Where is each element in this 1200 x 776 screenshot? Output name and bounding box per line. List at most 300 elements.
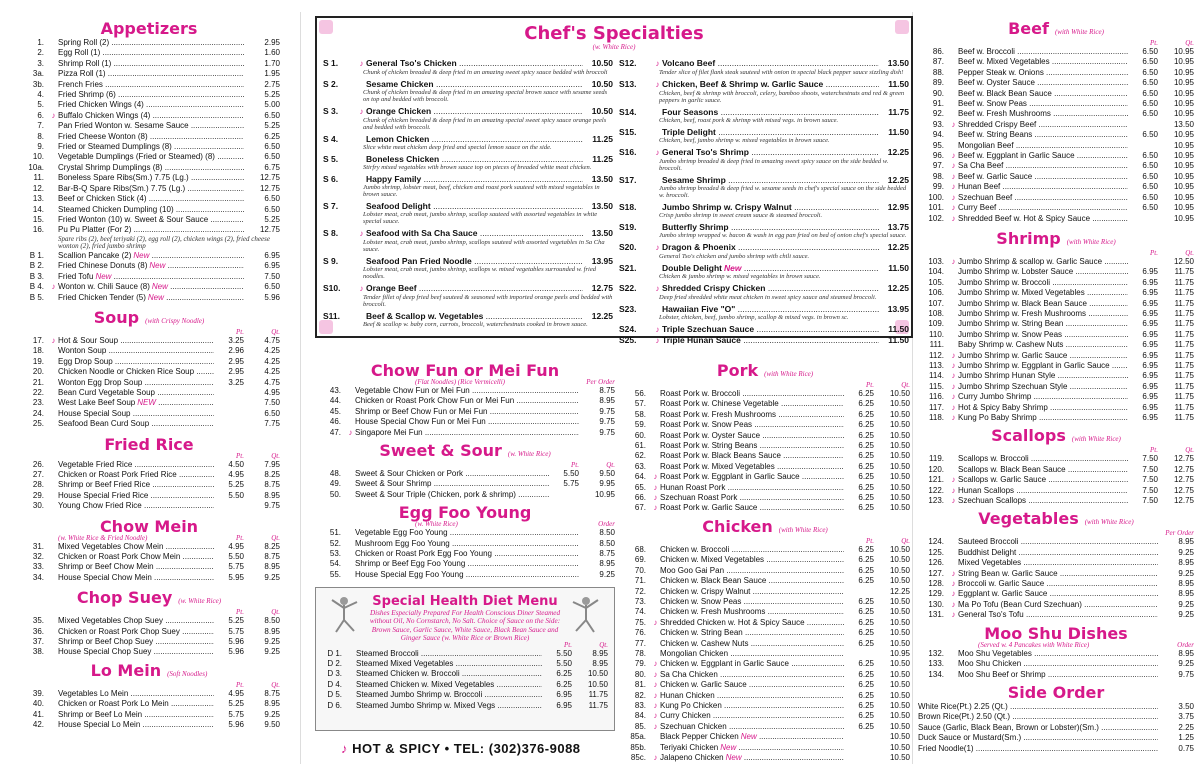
item-number: 114. bbox=[929, 371, 944, 381]
menu-item bbox=[18, 419, 280, 429]
menu-item bbox=[918, 537, 1194, 547]
menu-item bbox=[315, 559, 615, 569]
item-name-text: Wonton Soup bbox=[58, 346, 107, 356]
price-pint: 6.50 bbox=[264, 142, 280, 152]
hot-spicy-icon: ♪ bbox=[951, 151, 956, 161]
item-name-text: Sauce (Garlic, Black Bean, Brown or Lobster)(Sm.) bbox=[918, 722, 1099, 732]
item-number: 24. bbox=[32, 408, 44, 418]
item-name bbox=[958, 361, 1128, 371]
price-quart: 7.50 bbox=[264, 398, 280, 408]
menu-item bbox=[620, 410, 910, 420]
price-pint: 6.50 bbox=[1142, 203, 1158, 213]
menu-item bbox=[918, 309, 1194, 319]
item-name-text: Mixed Vegetables Chow Mein bbox=[58, 541, 164, 551]
hot-spicy-icon: ♪ bbox=[951, 413, 956, 422]
price-quart: 10.50 bbox=[889, 544, 910, 554]
item-name bbox=[355, 396, 579, 406]
item-name-text: Black Pepper Chicken bbox=[660, 732, 739, 742]
item-name-text: Jumbo Shrimp w. Broccoli bbox=[958, 277, 1051, 287]
item-code: S 7. bbox=[323, 201, 339, 211]
item-name-text: Roast Pork w. Oyster Sauce bbox=[660, 430, 761, 440]
section-beef bbox=[918, 20, 1194, 224]
item-name-text: Buddhist Delight bbox=[958, 547, 1017, 557]
menu-item bbox=[620, 711, 910, 721]
price-quart: 10.95 bbox=[1173, 161, 1194, 171]
item-name-text: Sa Cha Chicken bbox=[660, 669, 718, 679]
section-fried-rice bbox=[18, 436, 280, 512]
item-name bbox=[662, 202, 879, 212]
price-pint: 5.50 bbox=[228, 552, 244, 562]
item-name bbox=[355, 479, 549, 489]
item-name-text: Jumbo Shrimp w. Snow Peas bbox=[958, 329, 1063, 339]
price-quart: 10.50 bbox=[889, 617, 910, 627]
price-pint: 6.25 bbox=[858, 628, 874, 638]
item-name bbox=[58, 251, 244, 261]
price-quart: 10.50 bbox=[889, 441, 910, 451]
price-pint: 9.75 bbox=[1178, 669, 1194, 679]
menu-item bbox=[315, 479, 615, 489]
section-sweet-sour bbox=[315, 442, 615, 500]
item-name-text: Triple Hunan Sauce bbox=[662, 335, 741, 345]
price-pint: 6.25 bbox=[858, 503, 874, 513]
specialty-item bbox=[619, 147, 909, 158]
item-name bbox=[366, 174, 583, 184]
item-number: 27. bbox=[32, 470, 44, 479]
item-name bbox=[958, 109, 1128, 119]
column-header: Pt. Qt. bbox=[1150, 446, 1194, 455]
menu-item bbox=[918, 475, 1194, 485]
item-name-text: Beef w. Fresh Mushrooms bbox=[958, 109, 1051, 119]
price-pint: 8.75 bbox=[599, 549, 615, 559]
item-name bbox=[958, 278, 1128, 288]
section-title: Special Health Diet Menu bbox=[372, 594, 558, 609]
item-name-text: Sauteed Broccoli bbox=[958, 537, 1019, 547]
item-name bbox=[355, 417, 579, 427]
item-name-text: Roast Pork w. Mixed Vegetables bbox=[660, 461, 775, 471]
price-quart: 10.50 bbox=[889, 576, 910, 586]
hot-spicy-icon: ♪ bbox=[655, 284, 660, 293]
price-quart: 11.75 bbox=[1174, 402, 1194, 412]
price-quart: 10.95 bbox=[1173, 67, 1194, 77]
item-name bbox=[660, 420, 844, 430]
item-name bbox=[366, 134, 583, 144]
price-pint: 8.95 bbox=[599, 559, 615, 569]
item-name-text: Wonton w. Chili Sauce (8) bbox=[58, 282, 150, 292]
item-number: 76. bbox=[634, 628, 646, 638]
price-pint: 6.25 bbox=[858, 690, 874, 700]
new-badge: New bbox=[725, 753, 742, 762]
price-pint: 5.75 bbox=[228, 562, 244, 572]
item-name-text: Scallops w. Garlic Sauce bbox=[958, 475, 1047, 485]
price-pint: 12.75 bbox=[259, 173, 280, 183]
item-name bbox=[918, 702, 1158, 712]
column-header: Pt. Qt. bbox=[571, 461, 615, 470]
price-quart: 10.50 bbox=[889, 711, 910, 721]
section-note: (w. White Rice) bbox=[592, 43, 636, 51]
section-chop-suey bbox=[18, 589, 280, 658]
item-name-text: Steamed Chicken Dumpling (10) bbox=[58, 204, 174, 214]
menu-item bbox=[620, 680, 910, 690]
menu-item bbox=[18, 367, 280, 377]
menu-item bbox=[620, 399, 910, 409]
item-code: S16. bbox=[619, 147, 637, 157]
price-pint: 6.95 bbox=[1142, 288, 1158, 298]
item-name bbox=[662, 58, 879, 68]
price-quart: 10.95 bbox=[1173, 151, 1194, 161]
price-quart: 8.95 bbox=[264, 490, 280, 500]
item-name-text: Jumbo Shrimp Szechuan Style bbox=[958, 381, 1068, 391]
price-pint: 6.95 bbox=[1142, 298, 1158, 308]
item-name-text: Chicken or Roast Pork Fried Rice bbox=[58, 470, 177, 479]
menu-item bbox=[315, 428, 615, 438]
price-quart: 10.95 bbox=[889, 648, 910, 658]
item-name-text: Steamed Mixed Vegetables bbox=[356, 659, 454, 669]
price-pint: 9.25 bbox=[599, 569, 615, 579]
item-name bbox=[660, 441, 844, 451]
item-number: 97. bbox=[932, 161, 944, 171]
menu-item bbox=[620, 639, 910, 649]
item-name-text: House Special Fried Rice bbox=[58, 490, 149, 500]
price-quart: 12.75 bbox=[1173, 475, 1194, 485]
specialty-item bbox=[619, 79, 909, 90]
item-name bbox=[366, 311, 583, 321]
item-number: 40. bbox=[32, 699, 44, 709]
price-quart: 10.50 bbox=[889, 409, 910, 419]
item-name-text: Scallion Pancake (2) bbox=[58, 250, 132, 260]
item-name-text: Szechuan Scallops bbox=[958, 496, 1027, 506]
item-name bbox=[958, 537, 1158, 547]
menu-item bbox=[620, 576, 910, 586]
item-name-text: Ma Po Tofu (Bean Curd Szechuan) bbox=[958, 599, 1082, 609]
item-name-text: Shrimp or Beef Chow Mein bbox=[58, 562, 154, 572]
item-name bbox=[958, 465, 1128, 475]
price-pint: 5.25 bbox=[228, 616, 244, 626]
item-name bbox=[58, 293, 244, 303]
price-pint: 5.50 bbox=[556, 648, 572, 658]
item-name bbox=[58, 470, 214, 480]
price-pint: 6.25 bbox=[858, 544, 874, 554]
menu-item bbox=[18, 38, 280, 48]
item-number: 127. bbox=[928, 568, 944, 578]
price-quart: 9.25 bbox=[264, 709, 280, 719]
item-name-text: Shredded Beef w. Hot & Spicy Sauce bbox=[958, 213, 1091, 223]
item-description: Chunk of chicken breaded & deep fried in an amazing special sweet spicy sauce orange peels and bedded with broccoli. bbox=[363, 117, 607, 131]
item-name bbox=[660, 451, 844, 461]
column-header: Pt. Qt. bbox=[236, 608, 280, 617]
price-pint: 8.50 bbox=[599, 538, 615, 548]
item-name-text: Four Seasons bbox=[662, 107, 719, 117]
specialty-item bbox=[323, 154, 613, 164]
item-name-text: Brown Rice(Pt.) 2.50 (Qt.) bbox=[918, 712, 1011, 722]
item-name bbox=[958, 299, 1128, 309]
item-number: 30. bbox=[32, 501, 44, 511]
item-name bbox=[355, 559, 579, 569]
column-middle-right bbox=[620, 358, 910, 763]
hot-spicy-icon: ♪ bbox=[951, 610, 956, 620]
menu-item bbox=[316, 649, 608, 659]
hot-spicy-legend: HOT & SPICY bbox=[352, 741, 441, 756]
item-name bbox=[58, 163, 244, 173]
menu-item bbox=[918, 267, 1194, 277]
item-number: D 3. bbox=[327, 669, 342, 679]
price-quart: 11.75 bbox=[1174, 413, 1194, 422]
item-name-text: Moo Shu Beef or Shrimp bbox=[958, 669, 1046, 679]
item-number: 38. bbox=[32, 647, 44, 657]
menu-item bbox=[620, 503, 910, 513]
menu-item bbox=[620, 587, 910, 597]
corner-ornament bbox=[319, 20, 333, 34]
menu-item bbox=[918, 182, 1194, 192]
item-number: 31. bbox=[32, 541, 44, 551]
price-quart: 9.25 bbox=[264, 637, 280, 647]
price-quart: 10.50 bbox=[889, 420, 910, 430]
item-name bbox=[58, 409, 214, 419]
price-quart: 10.50 bbox=[889, 742, 910, 752]
price-quart: 10.95 bbox=[1173, 78, 1194, 88]
item-name-text: Jumbo Shrimp & scallop w. Garlic Sauce bbox=[958, 256, 1103, 266]
menu-item bbox=[620, 628, 910, 638]
menu-item bbox=[918, 141, 1194, 151]
price-quart: 8.95 bbox=[592, 648, 608, 658]
price-pint: 9.75 bbox=[599, 427, 615, 437]
item-number: 79. bbox=[634, 659, 646, 669]
price-pint: 2.95 bbox=[228, 367, 244, 377]
price-quart: 10.95 bbox=[1173, 47, 1194, 56]
item-name-text: Chicken w. Broccoli bbox=[660, 544, 730, 554]
item-name bbox=[58, 689, 214, 699]
item-name-text: Shredded Crispy Beef bbox=[958, 119, 1037, 129]
section-title: Moo Shu Dishes bbox=[984, 623, 1128, 643]
new-badge: New bbox=[723, 263, 742, 273]
item-name bbox=[662, 175, 879, 185]
item-number: 83. bbox=[634, 700, 646, 710]
item-number: 85b. bbox=[630, 742, 646, 752]
column-header: Pt. Qt. bbox=[236, 327, 280, 336]
item-name-text: Beef w. Garlic Sauce bbox=[958, 171, 1033, 181]
item-name bbox=[662, 222, 879, 232]
price-quart: 8.50 bbox=[264, 616, 280, 626]
chef-list-left bbox=[323, 58, 613, 331]
menu-item bbox=[620, 753, 910, 763]
item-price: 11.50 bbox=[888, 79, 909, 89]
menu-item bbox=[918, 702, 1194, 712]
price-quart: 4.25 bbox=[264, 367, 280, 377]
item-name bbox=[58, 184, 244, 194]
hot-spicy-icon: ♪ bbox=[951, 182, 956, 192]
item-number: B 5. bbox=[29, 292, 44, 302]
item-name bbox=[660, 732, 844, 742]
item-number: 112. bbox=[929, 350, 944, 360]
section-title: Chow Fun or Mei Fun bbox=[370, 361, 560, 380]
item-number: 8. bbox=[37, 131, 44, 141]
menu-item bbox=[620, 420, 910, 430]
menu-item bbox=[918, 120, 1194, 130]
price-quart: 8.95 bbox=[264, 562, 280, 572]
price-pint: 6.95 bbox=[1142, 340, 1158, 350]
item-name-text: Shredded Crispy Chicken bbox=[662, 283, 766, 293]
price-pint: 8.95 bbox=[1178, 579, 1194, 589]
item-name bbox=[355, 549, 579, 559]
item-name-text: Fried Chicken Tender (5) bbox=[58, 292, 146, 302]
specialty-item bbox=[619, 222, 909, 232]
item-name-text: Beef w. Snow Peas bbox=[958, 99, 1027, 109]
item-name bbox=[355, 407, 579, 417]
item-number: 98. bbox=[932, 171, 944, 181]
item-name bbox=[958, 68, 1128, 78]
item-name-text: Fried Tofu bbox=[58, 271, 94, 281]
item-code: S15. bbox=[619, 127, 637, 137]
item-name-text: House Special Chow Fun or Mei Fun bbox=[355, 417, 486, 427]
item-name bbox=[662, 127, 879, 137]
item-name-text: House Special Soup bbox=[58, 408, 131, 418]
item-name-text: Chicken or Roast Pork Chow Mein bbox=[58, 552, 181, 562]
menu-item bbox=[620, 691, 910, 701]
hot-spicy-icon: ♪ bbox=[359, 107, 364, 116]
item-number: 3. bbox=[37, 58, 44, 68]
item-name bbox=[958, 89, 1128, 99]
item-number: 3b. bbox=[32, 79, 44, 89]
item-number: 107. bbox=[928, 298, 944, 308]
menu-item bbox=[18, 205, 280, 215]
price-quart: 11.75 bbox=[1174, 350, 1194, 360]
item-name bbox=[958, 454, 1128, 464]
menu-item bbox=[18, 142, 280, 152]
section-title: Shrimp (with White Rice) bbox=[996, 228, 1116, 248]
item-name-text: Sesame Shrimp bbox=[662, 175, 726, 185]
price-pint: 6.50 bbox=[1142, 171, 1158, 181]
menu-item bbox=[918, 351, 1194, 361]
section-chicken bbox=[620, 518, 910, 764]
price-pint: 12.75 bbox=[259, 183, 280, 193]
price-pint: 6.25 bbox=[858, 607, 874, 617]
menu-item bbox=[316, 659, 608, 669]
item-name bbox=[58, 121, 244, 131]
item-number: 45. bbox=[329, 406, 341, 416]
item-number: B 1. bbox=[29, 250, 44, 260]
hot-spicy-icon: ♪ bbox=[951, 360, 956, 370]
item-name bbox=[660, 472, 844, 482]
price-pint: 6.50 bbox=[1142, 57, 1158, 67]
price-quart: 4.75 bbox=[264, 377, 280, 387]
item-number: 10. bbox=[32, 152, 44, 162]
price-pint: 6.95 bbox=[1142, 329, 1158, 339]
item-name-text: Pizza Roll (1) bbox=[58, 69, 106, 79]
item-number: 22. bbox=[32, 387, 44, 397]
menu-item bbox=[315, 490, 615, 500]
item-name bbox=[366, 154, 583, 164]
menu-item bbox=[918, 589, 1194, 599]
hot-spicy-icon: ♪ bbox=[653, 711, 658, 721]
price-pint: 6.25 bbox=[858, 638, 874, 648]
new-badge: New bbox=[740, 732, 757, 742]
item-name-text: Steamed Chicken w. Mixed Vegetables bbox=[356, 679, 495, 689]
item-name-text: Egg Roll (1) bbox=[58, 48, 101, 58]
item-name-text: Seafood Delight bbox=[366, 201, 431, 211]
price-pint: 6.50 bbox=[264, 204, 280, 214]
item-name bbox=[662, 79, 879, 89]
menu-item bbox=[620, 743, 910, 753]
column-header: Per Order bbox=[1165, 529, 1194, 538]
item-number: 51. bbox=[329, 528, 341, 538]
hot-spicy-icon: ♪ bbox=[653, 700, 658, 710]
item-code: S14. bbox=[619, 107, 637, 117]
hot-spicy-icon: ♪ bbox=[653, 472, 658, 482]
item-name bbox=[58, 38, 244, 48]
item-name bbox=[58, 205, 244, 215]
item-name-text: West Lake Beef Soup bbox=[58, 398, 136, 408]
section-title: Chicken (with White Rice) bbox=[702, 516, 828, 536]
item-code: S 3. bbox=[323, 106, 339, 116]
item-name-text: Chicken w. Garlic Sauce bbox=[660, 680, 747, 690]
item-name-text: Hunan Roast Pork bbox=[660, 482, 726, 492]
item-name-text: House Special Chow Mein bbox=[58, 572, 152, 582]
price-pint: 6.25 bbox=[858, 409, 874, 419]
item-name-text: Szechuan Chicken bbox=[660, 721, 727, 731]
price-pint: 1.70 bbox=[264, 58, 280, 68]
dancer-figure-icon bbox=[324, 594, 364, 634]
item-number: 116. bbox=[929, 392, 944, 402]
item-name bbox=[662, 335, 879, 345]
item-price: 12.25 bbox=[887, 283, 909, 293]
menu-item bbox=[18, 59, 280, 69]
price-quart: 12.75 bbox=[1173, 485, 1194, 495]
item-name bbox=[958, 475, 1128, 485]
item-name bbox=[958, 579, 1158, 589]
item-name-text: Chicken or Roast Pork Egg Foo Young bbox=[355, 549, 492, 559]
price-quart: 11.75 bbox=[1174, 298, 1194, 308]
item-name bbox=[58, 152, 244, 162]
menu-item bbox=[620, 545, 910, 555]
price-quart: 11.75 bbox=[1174, 360, 1194, 370]
price-pint: 6.50 bbox=[264, 282, 280, 292]
item-name bbox=[660, 503, 844, 513]
section-title: Soup (with Crispy Noodle) bbox=[93, 307, 205, 327]
section-egg-foo-young bbox=[315, 504, 615, 580]
item-description: Lobster meat, crab meat, jumbo shrimp, scallop sauteed with assorted vegetables in white special sauce. bbox=[363, 211, 598, 225]
price-pint: 5.96 bbox=[264, 292, 280, 302]
item-name-text: Jumbo Shrimp w. Eggplant in Garlic Sauce bbox=[958, 360, 1110, 370]
price-quart: 11.75 bbox=[1174, 267, 1194, 277]
item-name bbox=[58, 282, 244, 292]
menu-item bbox=[620, 441, 910, 451]
price-pint: 6.95 bbox=[1142, 277, 1158, 287]
column-header: (w. White Rice) Order bbox=[415, 520, 615, 529]
item-name bbox=[58, 491, 214, 501]
section-scallops bbox=[918, 427, 1194, 506]
item-name-text: Crystal Shrimp Dumplings (8) bbox=[58, 162, 163, 172]
price-pint: 6.50 bbox=[1142, 130, 1158, 140]
price-pint: 9.25 bbox=[1178, 610, 1194, 620]
item-description: Jumbo shrimp breaded & deep fried w. sesame seeds in chef's special sauce on the side bedded w. broccoli. bbox=[659, 185, 907, 199]
section-chow-fun bbox=[315, 362, 615, 438]
hot-spicy-icon: ♪ bbox=[653, 669, 658, 679]
item-number: 109. bbox=[928, 319, 944, 329]
item-name bbox=[958, 649, 1158, 659]
item-name bbox=[356, 669, 542, 679]
menu-item bbox=[620, 555, 910, 565]
column-header: Pt. Qt. bbox=[866, 536, 910, 545]
item-name-text: Volcano Beef bbox=[662, 58, 716, 68]
hot-spicy-icon: ♪ bbox=[653, 482, 658, 492]
item-name-text: Mushroom Egg Foo Young bbox=[355, 538, 450, 548]
price-quart: 11.75 bbox=[1174, 319, 1194, 329]
item-price: 13.50 bbox=[591, 174, 613, 184]
item-name bbox=[58, 460, 214, 470]
price-pint: 7.50 bbox=[1142, 464, 1158, 474]
section-title: Pork (with White Rice) bbox=[716, 361, 814, 380]
item-name bbox=[958, 670, 1158, 680]
item-number: 43. bbox=[329, 386, 341, 395]
